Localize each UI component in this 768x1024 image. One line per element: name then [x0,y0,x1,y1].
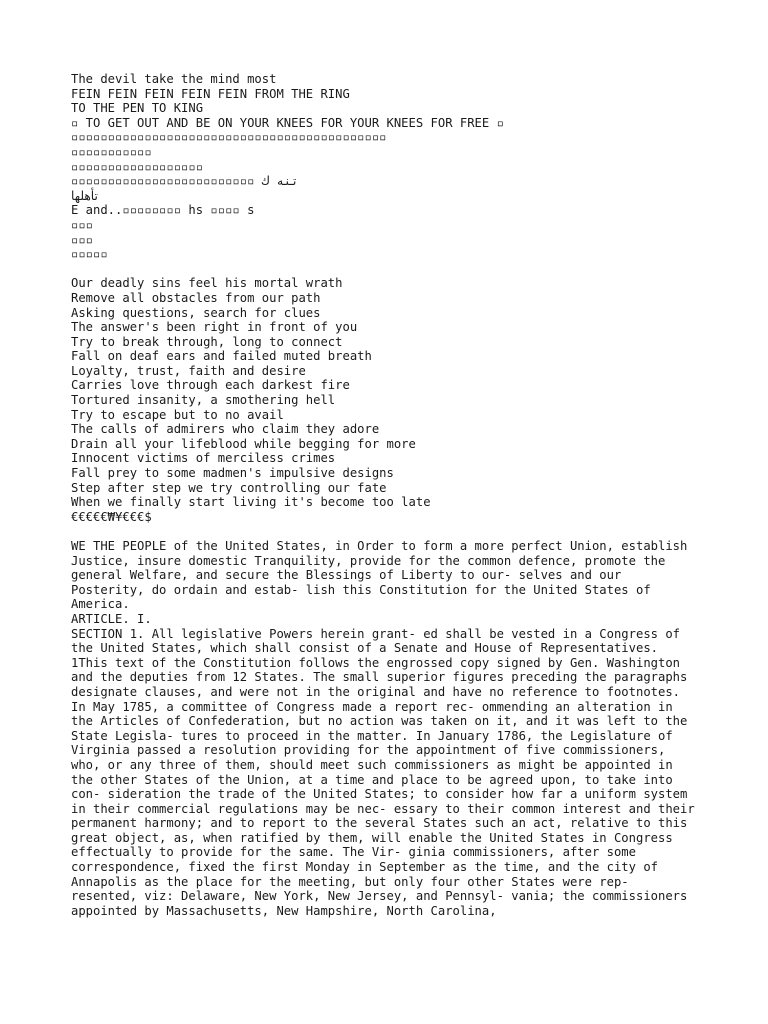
blank-line [71,262,701,277]
blank-line [71,524,701,539]
poem-line: Drain all your lifeblood while begging for more [71,436,416,451]
arabic-line: تأهلها [71,188,98,203]
poem-line: Try to escape but to no avail [71,407,284,422]
poem-line: Remove all obstacles from our path [71,290,321,305]
box-glyph-line: ▫▫▫ [71,217,94,232]
header-line: TO THE PEN TO KING [71,101,204,116]
arabic-mixed-line: ▫▫▫▫▫▫▫▫▫▫▫▫▫▫▫▫▫▫▫▫▫▫▫▫▫ تنه ك [71,174,299,189]
poem-line: When we finally start living it's become too late [71,495,431,510]
poem-line: The calls of admirers who claim they adore [71,422,380,437]
history-paragraph: In May 1785, a committee of Congress made a report rec- ommending an alteration in the Articles of Confederation, but no action was taken on it, and it was left to the State Legisla- tures to proceed in the matter. In January 1786, the Legislature of Virginia passed a resolution providing for the appointment of five commissioners, who, or any three of them, should meet such commissioners as might be appointed in the other States of the Union, at a time and place to be agreed upon, to take into con- sideration the trade of the United States; to consider how far a uniform system in their commercial regulations may be nec- essary to their common interest and their permanent harmony; and to report to the several States such an act, relative to this great object, as, when ratified by them, will enable the United States in Congress effectually to provide for the same. The Vir- ginia commissioners, after some correspondence, fixed the first Monday in September as the time, and the city of Annapolis as the place for the meeting, but only four other States were rep- resented, viz: Delaware, New York, New Jersey, and Pennsyl- vania; the commissioners appointed by Massachusetts, New Hampshire, North Carolina, [71,699,703,918]
box-glyph-line: ▫▫▫▫▫ [71,247,108,262]
box-glyph-line: ▫▫▫▫▫▫▫▫▫▫▫ [71,144,152,159]
poem-line: Our deadly sins feel his mortal wrath [71,276,343,291]
mixed-line: E and..▫▫▫▫▫▫▫▫ hs ▫▫▫▫ s [71,203,255,218]
header-line: ▫ TO GET OUT AND BE ON YOUR KNEES FOR YOUR KNEES FOR FREE ▫ [71,115,504,130]
header-line: FEIN FEIN FEIN FEIN FEIN FROM THE RING [71,86,350,101]
poem-line: Fall on deaf ears and failed muted breath [71,349,372,364]
poem-line: Asking questions, search for clues [71,305,321,320]
poem-line: Innocent victims of merciless crimes [71,451,336,466]
poem-line: Carries love through each darkest fire [71,378,350,393]
footnote-paragraph: 1This text of the Constitution follows the engrossed copy signed by Gen. Washington and the deputies from 12 States. The small superior figures preceding the paragraphs designate clauses, and were not in the original and have no reference to footnotes. [71,655,695,699]
poem-line: Try to break through, long to connect [71,334,343,349]
section-paragraph: SECTION 1. All legislative Powers herein grant- ed shall be vested in a Congress of the United States, which shall consist of a Senate and House of Representatives. [71,626,688,656]
poem-line: Loyalty, trust, faith and desire [71,363,306,378]
poem-line: Step after step we try controlling our fate [71,480,387,495]
header-line: The devil take the mind most [71,72,277,86]
poem-line: Tortured insanity, a smothering hell [71,393,336,408]
poem-block [71,276,701,524]
preamble-paragraph: WE THE PEOPLE of the United States, in Order to form a more perfect Union, establish Justice, insure domestic Tranquility, provide for the common defence, promote the general Welfare, and secure the Blessings of Liberty to our- selves and our Posterity, do ordain and estab- lish this Constitution for the United States of America. [71,539,695,612]
box-glyph-line: ▫▫▫▫▫▫▫▫▫▫▫▫▫▫▫▫▫▫ [71,159,204,174]
box-glyph-line: ▫▫▫▫▫▫▫▫▫▫▫▫▫▫▫▫▫▫▫▫▫▫▫▫▫▫▫▫▫▫▫▫▫▫▫▫▫▫▫▫▫▫▫ [71,130,387,145]
currency-line: €€€€€₩¥€€€$ [71,509,152,524]
box-glyph-line: ▫▫▫ [71,232,94,247]
poem-line: The answer's been right in front of you [71,320,358,335]
document-page [71,72,701,918]
header-block [71,72,701,262]
constitution-block [71,539,701,918]
article-heading: ARTICLE. I. [71,611,152,626]
poem-line: Fall prey to some madmen's impulsive designs [71,466,394,481]
